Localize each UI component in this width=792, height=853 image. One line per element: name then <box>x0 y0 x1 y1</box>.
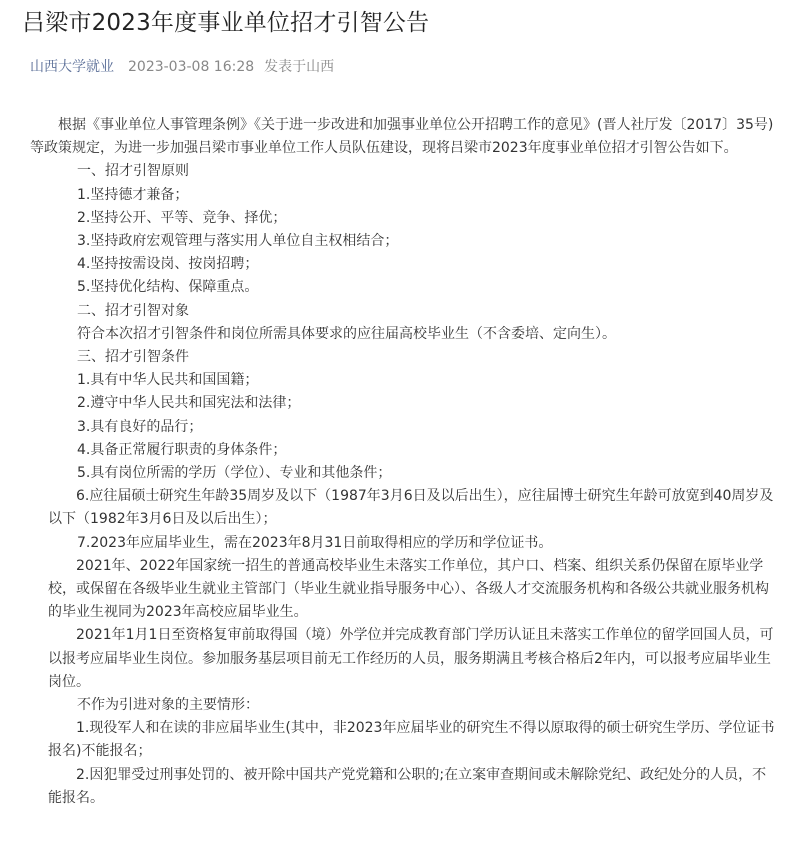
article-paragraph: 1.坚持德才兼备； <box>77 186 189 203</box>
article-paragraph: 2.坚持公开、平等、竞争、择优； <box>77 209 287 226</box>
author-link[interactable]: 山西大学就业 <box>30 59 114 75</box>
article-paragraph: 2.因犯罪受过刑事处罚的、被开除中国共产党党籍和公职的;在立案审查期间或未解除党纪、政纪处分的人员，不能报名。 <box>48 766 767 806</box>
article-paragraph: 2021年、2022年国家统一招生的普通高校毕业生未落实工作单位，其户口、档案、组织关系仍保留在原毕业学校，或保留在各级毕业生就业主管部门（毕业生就业指导服务中心）、各级人才交流服务机构和各级公共就业服务机构的毕业生视同为2023年高校应届毕业生。 <box>48 557 769 621</box>
article-paragraph: 二、招才引智对象 <box>77 302 189 319</box>
publish-location: 发表于山西 <box>264 59 335 75</box>
article-paragraph: 三、招才引智条件 <box>77 349 189 366</box>
article-body <box>30 114 780 810</box>
article-paragraph: 2.遵守中华人民共和国宪法和法律； <box>77 395 301 412</box>
article-paragraph: 1.现役军人和在读的非应届毕业生(其中，非2023年应届毕业的研究生不得以原取得的硕士研究生学历、学位证书报名)不能报名； <box>48 720 775 760</box>
article-paragraph: 2021年1月1日至资格复审前取得国（境）外学位并完成教育部门学历认证且未落实工作单位的留学回国人员，可以报考应届毕业生岗位。参加服务基层项目前无工作经历的人员，服务期满且考核合格后2年内，可以报考应届毕业生岗位。 <box>48 627 774 690</box>
article-paragraph: 5.具有岗位所需的学历（学位）、专业和其他条件； <box>77 465 392 482</box>
article-paragraph: 不作为引进对象的主要情形： <box>77 697 259 714</box>
publish-time: 2023-03-08 16:28 <box>128 59 255 75</box>
article-paragraph: 5.坚持优化结构、保障重点。 <box>77 279 259 296</box>
article-paragraph: 4.坚持按需设岗、按岗招聘； <box>77 256 259 273</box>
article-paragraph: 4.具备正常履行职责的身体条件； <box>77 441 287 458</box>
article-paragraph: 符合本次招才引智条件和岗位所需具体要求的应往届高校毕业生（不含委培、定向生）。 <box>77 325 616 342</box>
article-paragraph: 3.坚持政府宏观管理与落实用人单位自主权相结合； <box>77 233 399 250</box>
article-title: 吕梁市2023年度事业单位招才引智公告 <box>22 10 430 36</box>
article-meta <box>30 55 334 79</box>
article-paragraph: 1.具有中华人民共和国国籍； <box>77 372 259 389</box>
article-paragraph: 一、招才引智原则 <box>77 163 189 180</box>
article-paragraph: 6.应往届硕士研究生年龄35周岁及以下（1987年3月6日及以后出生），应往届博士研究生年龄可放宽到40周岁及以下（1982年3月6日及以后出生）； <box>48 488 774 528</box>
article-paragraph: 3.具有良好的品行； <box>77 418 203 435</box>
article-paragraph: 7.2023年应届毕业生，需在2023年8月31日前取得相应的学历和学位证书。 <box>77 534 553 551</box>
article-paragraph: 根据《事业单位人事管理条例》《关于进一步改进和加强事业单位公开招聘工作的意见》(晋人社厅发〔2017〕35号)等政策规定，为进一步加强吕梁市事业单位工作人员队伍建设，现将吕梁市2023年度事业单位招才引智公告如下。 <box>30 117 774 157</box>
